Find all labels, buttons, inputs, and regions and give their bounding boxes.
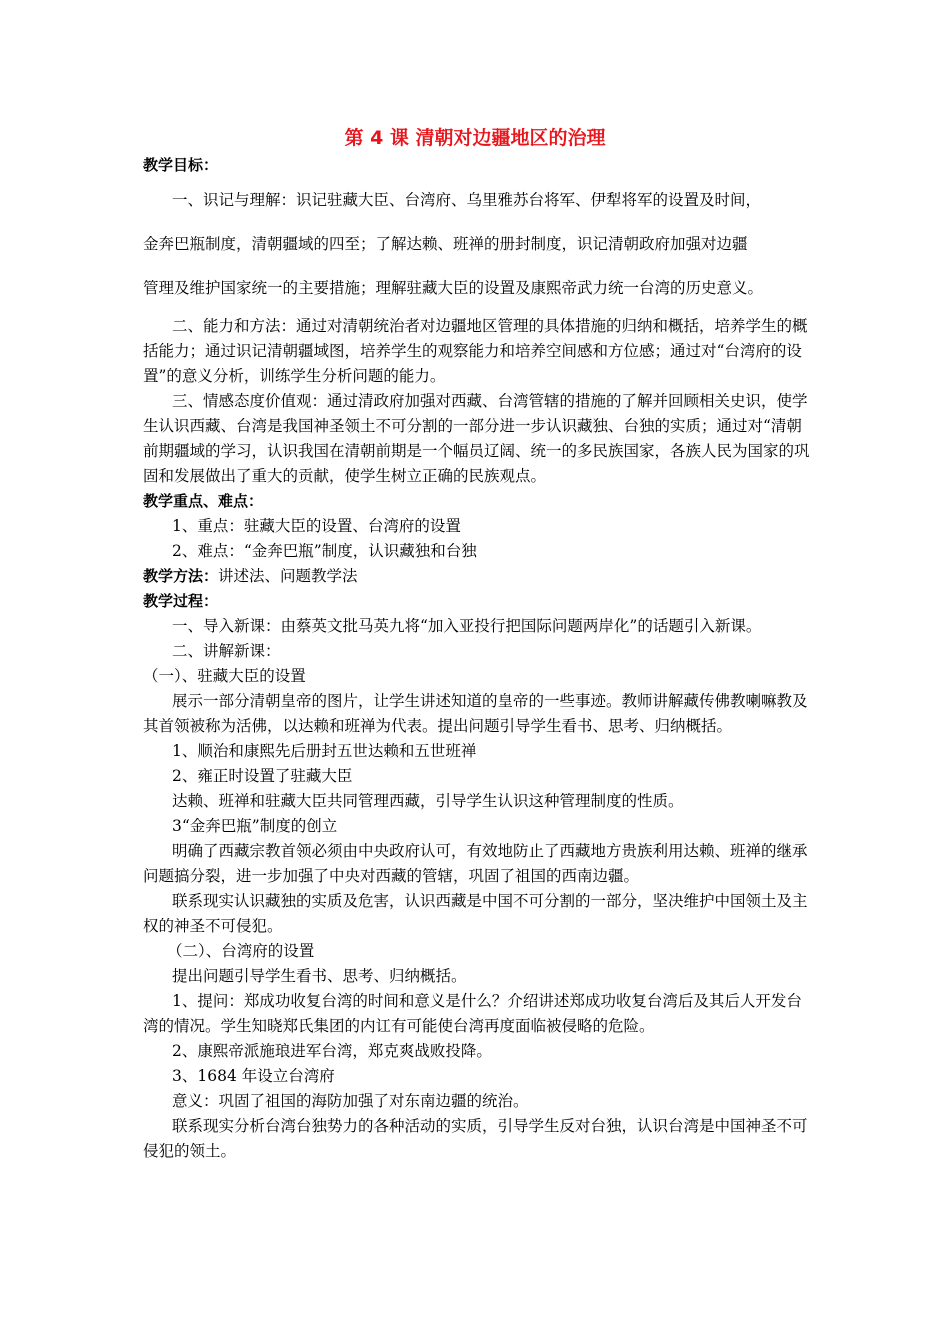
section-2-item-3-reality: 联系现实分析台湾台独势力的各种活动的实质，引导学生反对台独，认识台湾是中国神圣不可侵犯的领土。 (143, 1117, 808, 1160)
section-2-item-2: 2、康熙帝派施琅进军台湾，郑克爽战败投降。 (172, 1042, 492, 1060)
key-point-1: 1、重点：驻藏大臣的设置、台湾府的设置 (172, 517, 461, 535)
section-2-intro: 提出问题引导学生看书、思考、归纳概括。 (172, 967, 467, 985)
section-1-item-3-detail: 明确了西藏宗教首领必须由中央政府认可，有效地防止了西藏地方贵族利用达赖、班禅的继承问题搞分裂，进一步加强了中央对西藏的管辖，巩固了祖国的西南边疆。 (143, 842, 808, 885)
goal3-paragraph: 三、情感态度价值观：通过清政府加强对西藏、台湾管辖的措施的了解并回顾相关史识，使学生认识西藏、台湾是我国神圣领土不可分割的一部分进一步认识藏独、台独的实质；通过对“清朝前期疆域的学习，认识我国在清朝前期是一个幅员辽阔、统一的多民族国家，各族人民为国家的巩固和发展做出了重大的贡献，使学生树立正确的民族观点。 (143, 392, 810, 485)
process-new-lesson: 二、讲解新课： (172, 642, 281, 660)
heading-teaching-process: 教学过程： (143, 592, 219, 610)
lesson-title: 第 4 课 清朝对边疆地区的治理 (344, 127, 606, 149)
teaching-method-line (143, 564, 813, 589)
goal1-line1: 一、识记与理解：识记驻藏大臣、台湾府、乌里雅苏台将军、伊犁将军的设置及时间， (172, 191, 762, 209)
section-2-item-1: 1、提问：郑成功收复台湾的时间和意义是什么？介绍讲述郑成功收复台湾后及其后人开发台湾的情况。学生知晓郑氏集团的内讧有可能使台湾再度面临被侵略的危险。 (143, 992, 802, 1035)
section-2-item-3: 3、1684 年设立台湾府 (172, 1067, 335, 1085)
teaching-method-text: 讲述法、问题教学法 (218, 567, 358, 585)
section-1-item-3: 3“金奔巴瓶”制度的创立 (172, 817, 338, 835)
heading-key-points: 教学重点、难点： (143, 492, 264, 510)
goal1-line2: 金奔巴瓶制度，清朝疆域的四至；了解达赖、班禅的册封制度，识记清朝政府加强对边疆 (143, 235, 748, 253)
goal1-line3: 管理及维护国家统一的主要措施；理解驻藏大臣的设置及康熙帝武力统一台湾的历史意义。 (143, 279, 764, 297)
key-point-2: 2、难点：“金奔巴瓶”制度，认识藏独和台独 (172, 542, 477, 560)
heading-teaching-method: 教学方法： (143, 567, 219, 585)
section-1-item-3-reality: 联系现实认识藏独的实质及危害，认识西藏是中国不可分割的一部分，坚决维护中国领土及主权的神圣不可侵犯。 (143, 892, 808, 935)
goal2-paragraph: 二、能力和方法：通过对清朝统治者对边疆地区管理的具体措施的归纳和概括，培养学生的概括能力；通过识记清朝疆域图，培养学生的观察能力和培养空间感和方位感；通过对“台湾府的设置”的意义分析，训练学生分析问题的能力。 (143, 317, 808, 385)
section-1-heading: （一）、驻藏大臣的设置 (143, 667, 306, 685)
section-1-intro: 展示一部分清朝皇帝的图片，让学生讲述知道的皇帝的一些事迹。教师讲解藏传佛教喇嘛教及其首领被称为活佛，以达赖和班禅为代表。提出问题引导学生看书、思考、归纳概括。 (143, 692, 808, 735)
heading-teaching-goals: 教学目标： (143, 156, 219, 174)
section-1-item-1: 1、顺治和康熙先后册封五世达赖和五世班禅 (172, 742, 477, 760)
process-intro: 一、导入新课：由蔡英文批马英九将“加入亚投行把国际问题两岸化”的话题引入新课。 (172, 617, 762, 635)
section-1-item-2: 2、雍正时设置了驻藏大臣 (172, 767, 353, 785)
section-2-item-3-meaning: 意义：巩固了祖国的海防加强了对东南边疆的统治。 (172, 1092, 529, 1110)
document-body (143, 153, 813, 1164)
section-1-item-2-note: 达赖、班禅和驻藏大臣共同管理西藏，引导学生认识这种管理制度的性质。 (172, 792, 684, 810)
section-2-heading: （二）、台湾府的设置 (167, 942, 315, 960)
